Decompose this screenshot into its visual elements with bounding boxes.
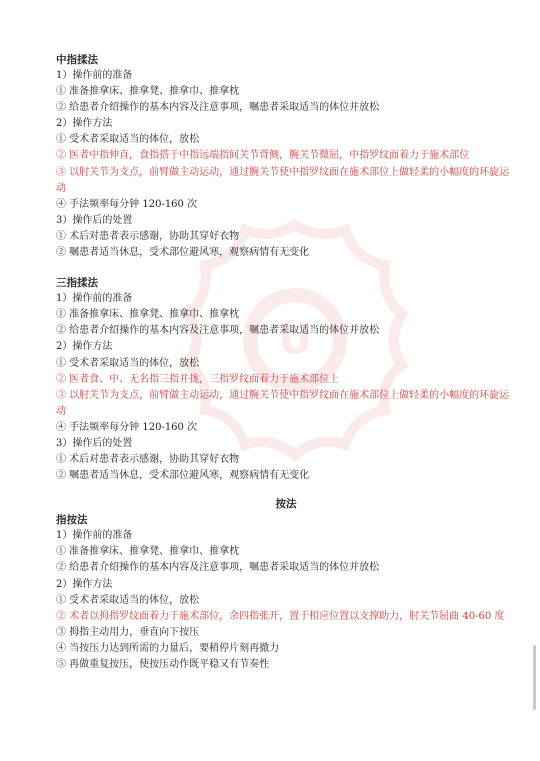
text-line: ② 嘱患者适当休息，受术部位避风寒，观察病情有无变化 (56, 470, 310, 482)
text-line: ① 受术者采取适当的体位，放松 (56, 134, 200, 146)
text-line: ④ 手法频率每分钟 120-160 次 (56, 421, 198, 433)
section-zhian (56, 512, 516, 673)
highlighted-text-line: ③ 以肘关节为支点，前臂做主动运动，通过腕关节使中指罗纹面在施术部位上做轻柔的小幅度的环旋运动 (56, 389, 510, 417)
chapter-title: 按法 (275, 498, 297, 511)
highlighted-text-line: ② 医者中指伸直，食指搭于中指远端指间关节背侧，腕关节微屈，中指罗纹面着力于施术部位 (56, 150, 470, 162)
section-zhongzhi (56, 52, 516, 261)
svg-text:U: U (277, 314, 313, 363)
text-line: 2）操作方法 (56, 341, 113, 353)
highlighted-text-line: ③ 以肘关节为支点，前臂做主动运动，通过腕关节使中指罗纹面在施术部位上做轻柔的小幅度的环旋运动 (56, 166, 510, 194)
text-line: ② 给患者介绍操作的基本内容及注意事项，嘱患者采取适当的体位并放松 (56, 562, 380, 574)
highlighted-text-line: ② 医者食、中、无名指三指并拢，三指罗纹面着力于施术部位上 (56, 373, 340, 385)
text-line: 1）操作前的准备 (56, 530, 133, 542)
text-line: ① 准备推拿床、推拿凳、推拿巾、推拿枕 (56, 546, 240, 558)
section-title: 三指揉法 (56, 277, 98, 290)
text-line: 1）操作前的准备 (56, 293, 133, 305)
text-line: ④ 手法频率每分钟 120-160 次 (56, 198, 198, 210)
text-line: 3）操作后的处置 (56, 214, 133, 226)
text-line: 2）操作方法 (56, 118, 113, 130)
text-line: ① 受术者采取适当的体位，放松 (56, 594, 200, 606)
spacer (56, 261, 516, 275)
text-line: ① 准备推拿床、推拿凳、推拿巾、推拿枕 (56, 309, 240, 321)
document-page (56, 52, 516, 673)
text-line: 1）操作前的准备 (56, 70, 133, 81)
text-line: 3）操作后的处置 (56, 437, 133, 449)
section-sanzhi (56, 275, 516, 484)
section-title: 中指揉法 (56, 54, 98, 66)
spacer (56, 484, 516, 496)
text-line: ② 给患者介绍操作的基本内容及注意事项，嘱患者采取适当的体位并放松 (56, 102, 380, 114)
text-line: ① 术后对患者表示感谢，协助其穿好衣物 (56, 230, 240, 242)
highlighted-text-line: ② 术者以拇指罗纹面着力于施术部位，余四指张开，置于相应位置以支撑助力，肘关节屈曲 40-60 度 (56, 610, 505, 622)
text-line: ② 给患者介绍操作的基本内容及注意事项，嘱患者采取适当的体位并放松 (56, 325, 380, 337)
text-line: ② 嘱患者适当休息，受术部位避风寒，观察病情有无变化 (56, 247, 310, 259)
text-line: ④ 当按压力达到所需的力量后，要稍停片刻再撤力 (56, 642, 280, 654)
section-title: 指按法 (56, 514, 88, 527)
text-line: ③ 拇指主动用力，垂直向下按压 (56, 626, 200, 638)
text-line: ① 术后对患者表示感谢，协助其穿好衣物 (56, 454, 240, 466)
text-line: ① 准备推拿床、推拿凳、推拿巾、推拿枕 (56, 86, 240, 98)
text-line: ① 受术者采取适当的体位，放松 (56, 357, 200, 369)
scrollbar[interactable] (533, 645, 536, 710)
text-line: 2）操作方法 (56, 578, 113, 590)
text-line: ⑤ 再做重复按压，使按压动作既平稳又有节奏性 (56, 659, 270, 670)
